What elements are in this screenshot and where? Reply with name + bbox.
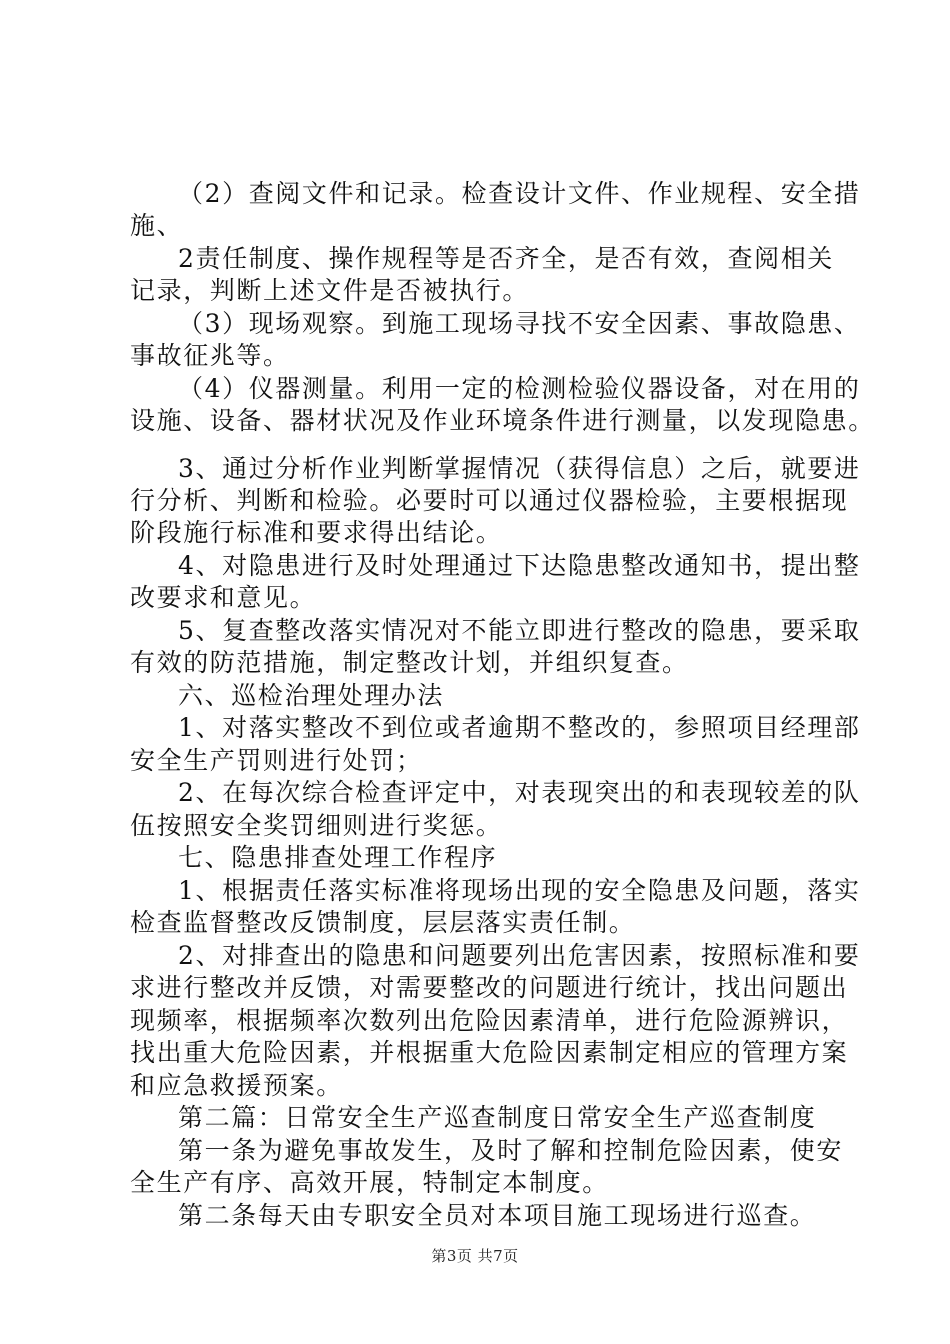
text-line: （4）仪器测量。利用一定的检测检验仪器设备，对在用的 [178, 374, 861, 403]
text-line: 检查监督整改反馈制度，层层落实责任制。 [130, 908, 636, 937]
section-heading: 六、巡检治理处理办法 [178, 681, 445, 710]
text-line: 施、 [130, 211, 184, 240]
text-line: 记录，判断上述文件是否被执行。 [130, 276, 530, 305]
chapter-heading: 第二篇：日常安全生产巡查制度日常安全生产巡查制度 [178, 1103, 817, 1132]
text-line: 行分析、判断和检验。必要时可以通过仪器检验，主要根据现 [130, 486, 849, 515]
text-line: 3、通过分析作业判断掌握情况（获得信息）之后，就要进 [178, 454, 861, 483]
text-line: 和应急救援预案。 [130, 1071, 343, 1100]
text-line: 找出重大危险因素，并根据重大危险因素制定相应的管理方案 [130, 1038, 849, 1067]
text-line: 伍按照安全奖罚细则进行奖惩。 [130, 811, 503, 840]
text-line: 有效的防范措施，制定整改计划，并组织复查。 [130, 648, 689, 677]
text-line: 现频率，根据频率次数列出危险因素清单，进行危险源辨识， [130, 1006, 849, 1035]
text-line: 第一条为避免事故发生，及时了解和控制危险因素，使安 [178, 1136, 844, 1165]
text-line: 全生产有序、高效开展，特制定本制度。 [130, 1168, 609, 1197]
text-line: 改要求和意见。 [130, 583, 317, 612]
text-line: 求进行整改并反馈，对需要整改的问题进行统计，找出问题出 [130, 973, 849, 1002]
text-line: 2、在每次综合检查评定中，对表现突出的和表现较差的队 [178, 778, 861, 807]
page-number-footer: 第3页 共7页 [431, 1247, 519, 1265]
text-line: （2）查阅文件和记录。检查设计文件、作业规程、安全措 [178, 179, 861, 208]
section-heading: 七、隐患排查处理工作程序 [178, 843, 498, 872]
text-line: 2责任制度、操作规程等是否齐全，是否有效，查阅相关 [178, 244, 834, 273]
text-line: 安全生产罚则进行处罚； [130, 746, 423, 775]
text-line: 事故征兆等。 [130, 341, 290, 370]
text-line: 5、复查整改落实情况对不能立即进行整改的隐患，要采取 [178, 616, 861, 645]
text-line: 2、对排查出的隐患和问题要列出危害因素，按照标准和要 [178, 941, 861, 970]
text-line: （3）现场观察。到施工现场寻找不安全因素、事故隐患、 [178, 309, 861, 338]
text-line: 4、对隐患进行及时处理通过下达隐患整改通知书，提出整 [178, 551, 861, 580]
text-line: 第二条每天由专职安全员对本项目施工现场进行巡查。 [178, 1201, 817, 1230]
text-line: 1、根据责任落实标准将现场出现的安全隐患及问题，落实 [178, 876, 861, 905]
text-line: 1、对落实整改不到位或者逾期不整改的，参照项目经理部 [178, 713, 861, 742]
text-line: 设施、设备、器材状况及作业环境条件进行测量，以发现隐患。 [130, 406, 875, 435]
text-line: 阶段施行标准和要求得出结论。 [130, 518, 503, 547]
